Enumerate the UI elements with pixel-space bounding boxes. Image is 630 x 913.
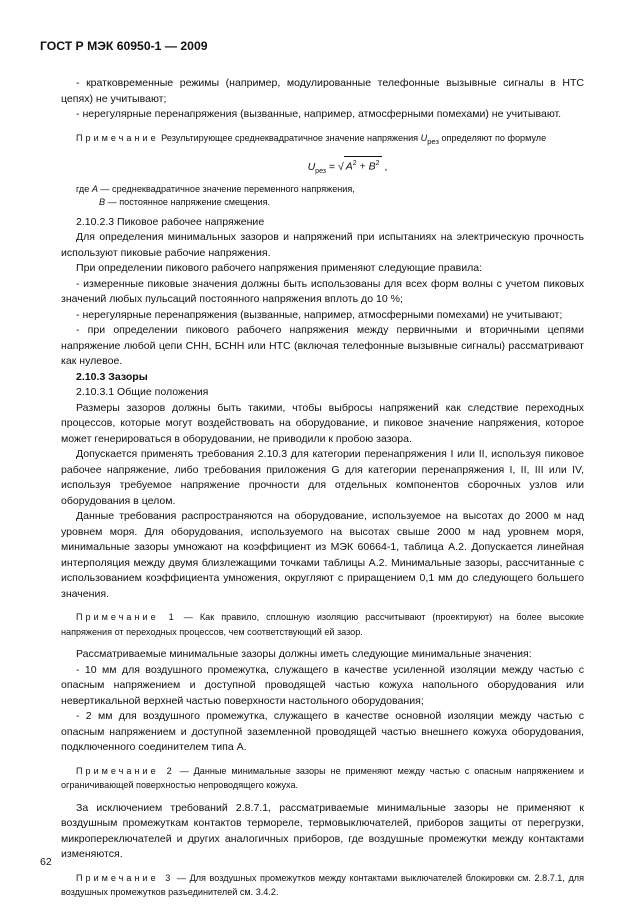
definition-text: — постоянное напряжение смещения. xyxy=(107,197,271,208)
sqrt-radicand xyxy=(344,156,382,174)
subsection-heading: 2.10.3.1 Общие положения xyxy=(76,386,209,399)
list-item: - при определении пикового рабочего напряжения между первичными и вторичными цепями напряжение любой цепи СНН, БСНН или НТС (включая телефонные вызывные сигналы) рассматривают как нулевое. xyxy=(61,324,584,368)
formula-a-exp: 2 xyxy=(352,160,357,168)
note-1 xyxy=(61,610,584,639)
list-item: - 2 мм для воздушного промежутка, служащего в качестве основной изоляции между частью с опасным напряжением и доступной заземленной проводящей частью внешнего кожуха оборудования, подключенного соединителем типа А. xyxy=(61,710,584,754)
paragraph: Рассматриваемые минимальные зазоры должны иметь следующие минимальные значения: xyxy=(76,648,532,661)
note-text: — Для воздушных промежутков между контактами выключателей блокировки см. 2.8.7.1, для воздушных промежутков разъединителей см. 3.4.2. xyxy=(61,872,584,898)
note-text: определяют по формуле xyxy=(441,132,547,143)
list-item: - измеренные пиковые значения должны быть использованы для всех форм волны с учетом пиковых значений любых пульсаций постоянного напряжения вплоть до 10 %; xyxy=(61,277,584,306)
list-item: - 10 мм для воздушного промежутка, служащего в качестве усиленной изоляции между частью с опасным напряжением и доступной проводящей частью кожуха напольного оборудования или невертикальной верхней частью поверхности настольного оборудования; xyxy=(61,663,584,707)
page-header: ГОСТ Р МЭК 60950-1 — 2009 xyxy=(40,39,208,53)
note-label: Примечание xyxy=(76,132,159,143)
definition-symbol-b: B xyxy=(99,197,106,208)
formula-plus: + xyxy=(356,160,369,173)
definition-list xyxy=(61,183,584,210)
formula-b-exp: 2 xyxy=(375,160,380,168)
formula-b: B xyxy=(368,160,376,173)
formula-a: A xyxy=(345,160,353,173)
list-item: - нерегулярные перенапряжения (вызванные, например, атмосферными помехами) не учитывают; xyxy=(76,308,563,321)
formula-u: U xyxy=(307,160,316,173)
symbol-u-sub: рез xyxy=(427,136,439,146)
subsection-heading: 2.10.2.3 Пиковое рабочее напряжение xyxy=(76,215,265,228)
formula xyxy=(61,153,584,181)
page-content xyxy=(61,76,584,900)
note-label: Примечание 1 xyxy=(76,612,177,623)
paragraph: Для определения минимальных зазоров и напряжений при испытаниях на электрическую прочность используют пиковые рабочие напряжения. xyxy=(61,231,584,259)
note-text: Результирующее среднеквадратичное значение напряжения xyxy=(161,132,419,143)
note-label: Примечание 3 xyxy=(76,872,174,883)
formula-eq: = xyxy=(326,160,338,173)
paragraph: Допускается применять требования 2.10.3 для категории перенапряжения I или II, используя пиковое рабочее напряжение, либо требования приложения G для категории перенапряжения I, II, III или IV, используя требуемое напряжение прочности для отдельных компонентов сборочных узлов или оборудования в целом. xyxy=(61,448,584,507)
definition-where: где xyxy=(76,183,90,194)
note-formula xyxy=(61,131,584,149)
paragraph: - нерегулярные перенапряжения (вызванные, например, атмосферными помехами) не учитывают. xyxy=(76,108,562,120)
note-text: — Как правило, сплошную изоляцию рассчитывают (проектируют) на более высокие напряжения от переходных процессов, чем соответствующий ей зазор. xyxy=(61,612,584,637)
definition-text: — среднеквадратичное значение переменного напряжения, xyxy=(100,183,355,194)
page-number: 62 xyxy=(40,856,52,868)
definition-row xyxy=(76,196,584,210)
paragraph: За исключением требований 2.8.7.1, рассматриваемые минимальные зазоры не применяют к воздушным промежуткам контактов термореле, термовыключателей, приборов защиты от перегрузки, микропереключателей и других аналогичных приборов, где воздушные промежутки между контактами изменяются. xyxy=(61,801,584,861)
formula-u-sub: рез xyxy=(315,167,327,175)
note-label: Примечание 2 xyxy=(76,765,175,776)
definition-symbol-a: A xyxy=(91,183,98,194)
definition-row xyxy=(76,183,584,197)
note-3 xyxy=(61,871,584,900)
formula-comma: , xyxy=(381,160,388,173)
sqrt-sign: √ xyxy=(337,160,344,173)
note-2 xyxy=(61,764,584,793)
note-text: — Данные минимальные зазоры не применяют между частью с опасным напряжением и ограничивающей поверхностью непроводящего кожуха. xyxy=(61,765,584,791)
paragraph: При определении пикового рабочего напряжения применяют следующие правила: xyxy=(76,262,483,275)
paragraph: Данные требования распространяются на оборудование, используемое на высотах до 2000 м над уровнем моря. Для оборудования, используемого на высотах свыше 2000 м над уровнем моря, минимальные зазоры умножают на коэффициент из МЭК 60664-1, таблица А.2. Допускается линейная интерполяция между двумя близлежащими точками таблицы А.2. Минимальные зазоры, рассчитанные с использованием коэффициента умножения, округляют с приращением 0,1 мм до следующего большего значения. xyxy=(61,510,584,600)
paragraph: Размеры зазоров должны быть такими, чтобы выбросы напряжений как следствие переходных процессов, которые могут воздействовать на оборудование, и пиковое значение напряжения, которое может генерироваться в оборудовании, не приводили к пробою зазора. xyxy=(61,401,584,445)
symbol-u: U xyxy=(420,132,428,143)
paragraph: - кратковременные режимы (например, модулированные телефонные вызывные сигналы в НТС цепях) не учитывают; xyxy=(61,77,584,105)
section-heading: 2.10.3 Зазоры xyxy=(76,370,148,383)
